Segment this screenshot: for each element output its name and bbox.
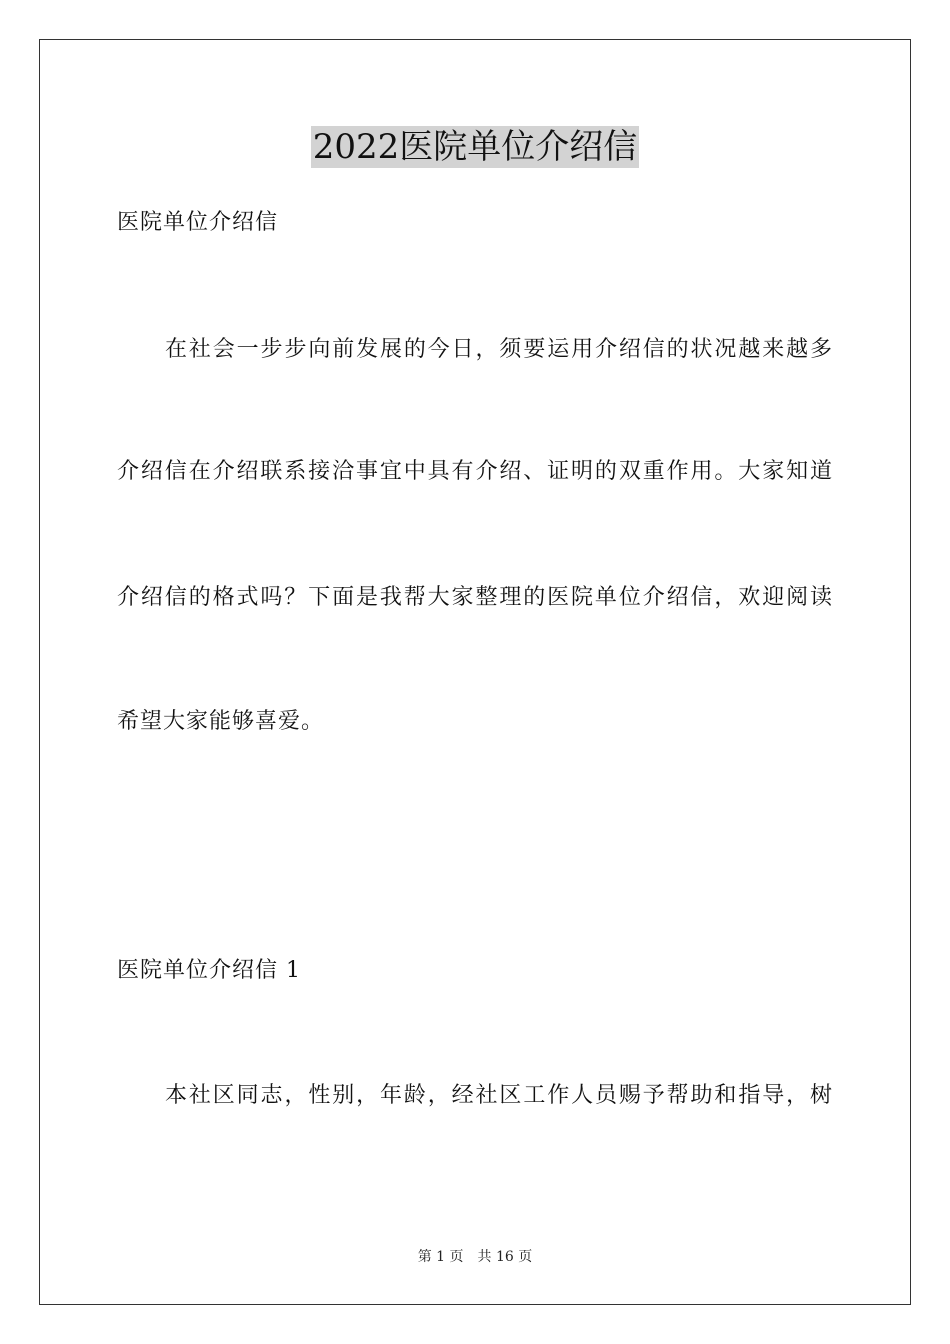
intro-line-2: 介绍信在介绍联系接洽事宜中具有介绍、证明的双重作用。大家知道 — [117, 459, 833, 484]
title-container — [0, 126, 950, 168]
section-heading: 医院单位介绍信 1 — [117, 958, 301, 983]
page-number: 第 1 页 — [417, 1249, 464, 1265]
intro-line-1: 在社会一步步向前发展的今日，须要运用介绍信的状况越来越多 — [165, 337, 833, 362]
page-footer — [0, 1247, 950, 1267]
intro-line-4: 希望大家能够喜爱。 — [117, 709, 325, 734]
document-subtitle: 医院单位介绍信 — [117, 210, 279, 235]
page-total: 共 16 页 — [477, 1249, 533, 1265]
intro-line-3: 介绍信的格式吗？下面是我帮大家整理的医院单位介绍信，欢迎阅读 — [117, 585, 833, 610]
document-title: 2022医院单位介绍信 — [312, 127, 638, 167]
section-line-1: 本社区同志，性别，年龄，经社区工作人员赐予帮助和指导，树 — [165, 1083, 833, 1108]
